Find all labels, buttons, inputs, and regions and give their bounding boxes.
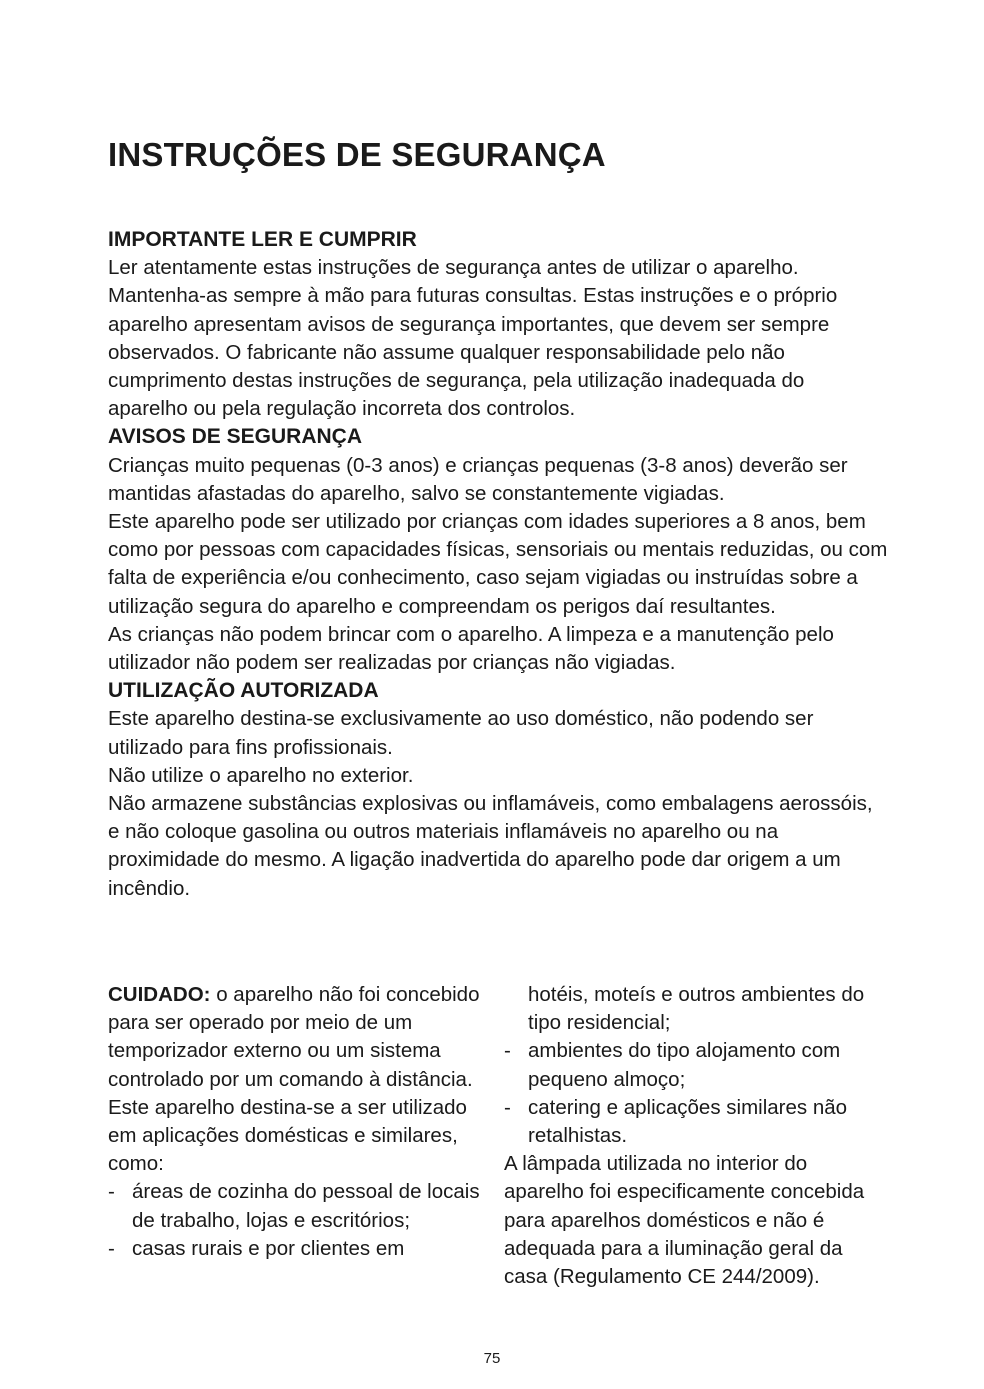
list-item-text: casas rurais e por clientes em — [132, 1236, 405, 1260]
list-item-text: catering e aplicações similares não retalhistas. — [528, 1095, 848, 1148]
list-item-text: áreas de cozinha do pessoal de locais de trabalho, lojas e escritórios; — [132, 1180, 480, 1232]
paragraph: As crianças não podem brincar com o aparelho. A limpeza e a manutenção pelo utilizador não podem ser realizadas por crianças não vigiadas. — [108, 622, 834, 675]
bullet-dash: - — [504, 1095, 511, 1119]
caution-text: o aparelho não foi concebido para ser operado por meio de um temporizador externo ou um sistema controlado por um comando à distância. — [108, 983, 480, 1091]
list-item-text: ambientes do tipo alojamento com pequeno almoço; — [528, 1039, 841, 1091]
list-item — [504, 1094, 884, 1150]
bullet-dash: - — [108, 1236, 115, 1260]
paragraph: Não utilize o aparelho no exterior. — [108, 763, 414, 787]
list-item-continuation: hotéis, moteís e outros ambientes do tipo residencial; — [528, 983, 865, 1035]
paragraph: Este aparelho destina-se exclusivamente ao uso doméstico, não podendo ser utilizado para fins profissionais. — [108, 707, 814, 759]
main-content — [108, 226, 888, 903]
paragraph: Ler atentamente estas instruções de segurança antes de utilizar o aparelho. Mantenha-as sempre à mão para futuras consultas. Estas instruções e o próprio aparelho apresentam avisos de segurança importantes, que devem ser sempre observados. O fabricante não assume qualquer responsabilidade pelo não cumprimento destas instruções de segurança, pela utilização inadequada do aparelho ou pela regulação incorreta dos controlos. — [108, 256, 838, 421]
section-safety-warnings — [108, 423, 888, 677]
usage-intro: Este aparelho destina-se a ser utilizado em aplicações domésticas e similares, como: — [108, 1095, 467, 1176]
caution-label: CUIDADO: — [108, 983, 211, 1006]
paragraph: Crianças muito pequenas (0-3 anos) e crianças pequenas (3-8 anos) deverão ser mantidas afastadas do aparelho, salvo se constantemente vigiadas. — [108, 453, 848, 505]
list-item — [504, 1037, 884, 1093]
list-item — [108, 1235, 480, 1263]
list-item — [108, 1178, 480, 1234]
page-title: INSTRUÇÕES DE SEGURANÇA — [108, 136, 606, 173]
left-column — [108, 981, 480, 1263]
right-column — [504, 981, 884, 1291]
section-important — [108, 226, 888, 423]
paragraph: Não armazene substâncias explosivas ou inflamáveis, como embalagens aerossóis, e não coloque gasolina ou outros materiais inflamáveis no aparelho ou na proximidade do mesmo. A ligação inadvertida do aparelho pode dar origem a um incêndio. — [108, 792, 873, 900]
caution-paragraph — [108, 981, 480, 1094]
section-heading: UTILIZAÇÃO AUTORIZADA — [108, 679, 379, 703]
page-number: 75 — [483, 1350, 501, 1367]
section-heading: IMPORTANTE LER E CUMPRIR — [108, 228, 417, 251]
lamp-note: A lâmpada utilizada no interior do aparelho foi especificamente concebida para aparelhos domésticos e não é adequada para a iluminação geral da casa (Regulamento CE 244/2009). — [504, 1152, 865, 1289]
bullet-dash: - — [504, 1039, 511, 1063]
section-authorized-use — [108, 677, 888, 903]
bullet-dash: - — [108, 1180, 115, 1204]
paragraph: Este aparelho pode ser utilizado por crianças com idades superiores a 8 anos, bem como por pessoas com capacidades físicas, sensoriais ou mentais reduzidas, ou com falta de experiência e/ou conhecimento, caso sejam vigiadas ou instruídas sobre a utilização segura do aparelho e compreendam os perigos daí resultantes. — [108, 510, 888, 618]
section-heading: AVISOS DE SEGURANÇA — [108, 425, 362, 449]
